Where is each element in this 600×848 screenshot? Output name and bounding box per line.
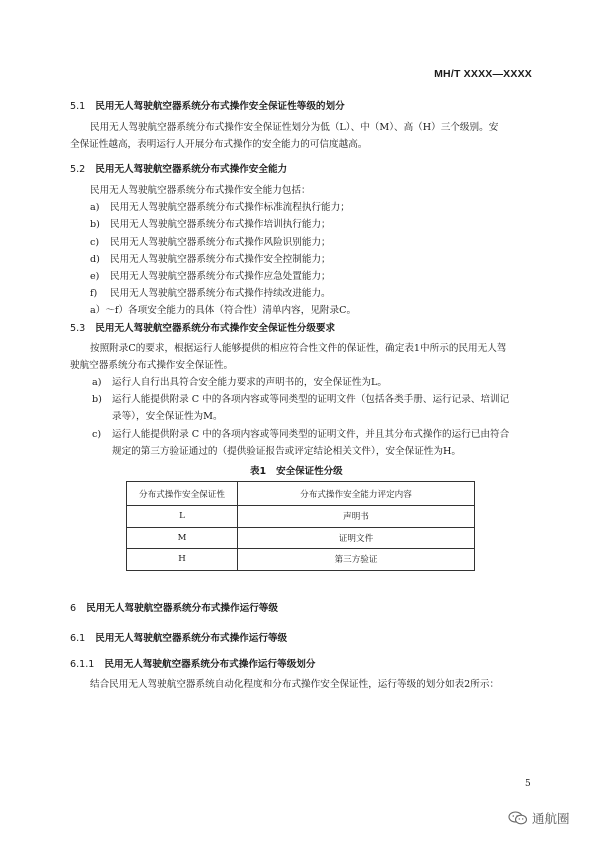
section-5-2-body xyxy=(90,182,356,320)
section-number: 6.1 xyxy=(70,633,86,644)
section-number: 6.1.1 xyxy=(70,659,95,670)
list-item xyxy=(90,251,356,268)
list-item-text: 运行人自行出具符合安全能力要求的声明书的，安全保证性为L。 xyxy=(112,377,387,388)
list-marker: c) xyxy=(90,236,100,248)
table-cell: 第三方验证 xyxy=(238,549,475,571)
section-title: 民用无人驾驶航空器系统分布式操作安全保证性等级的划分 xyxy=(95,101,345,112)
paragraph-line: 按照附录C的要求，根据运行人能够提供的相应符合性文件的保证性，确定表1中所示的民用无人驾 xyxy=(90,343,507,354)
section-5-3-body xyxy=(70,340,506,374)
list-marker: d) xyxy=(90,253,100,265)
list-item-text: 民用无人驾驶航空器系统分布式操作标准流程执行能力； xyxy=(110,202,350,214)
list-item xyxy=(92,391,509,408)
paragraph-line: 民用无人驾驶航空器系统分布式操作安全保证性划分为低（L）、中（M）、高（H）三个级别。安 xyxy=(90,122,499,133)
section-5-3-heading xyxy=(70,320,335,334)
list-item-text: 运行人能提供附录 C 中的各项内容或等同类型的证明文件，并且其分布式操作的运行已由符合 xyxy=(112,428,510,440)
list-item xyxy=(90,285,356,302)
paragraph-line: 全保证性越高，表明运行人开展分布式操作的安全能力的可信度越高。 xyxy=(70,139,368,150)
watermark-text: 通航圈 xyxy=(532,811,570,826)
section-title: 民用无人驾驶航空器系统分布式操作运行等级划分 xyxy=(104,659,316,670)
table-cell: 证明文件 xyxy=(238,527,475,549)
paragraph-line: a）～f）各项安全能力的具体（符合性）清单内容，见附录C。 xyxy=(90,305,357,317)
table-header-row xyxy=(127,482,475,506)
list-item-text: 民用无人驾驶航空器系统分布式操作持续改进能力。 xyxy=(110,288,331,300)
list-item xyxy=(90,199,356,216)
section-5-3-list xyxy=(92,374,509,460)
table-cell: L xyxy=(127,506,238,528)
paragraph-line: 驶航空器系统分布式操作安全保证性。 xyxy=(70,360,234,371)
table-row xyxy=(127,506,475,528)
list-item xyxy=(90,234,356,251)
page-number: 5 xyxy=(525,779,531,789)
section-5-2-heading xyxy=(70,161,287,175)
watermark xyxy=(508,809,570,827)
list-item-text: 运行人能提供附录 C 中的各项内容或等同类型的证明文件（包括各类手册、运行记录、培训记 xyxy=(112,394,510,406)
list-marker: e) xyxy=(90,271,100,283)
section-title: 民用无人驾驶航空器系统分布式操作安全保证性分级要求 xyxy=(95,323,336,334)
list-marker: a) xyxy=(90,202,100,214)
list-marker: f) xyxy=(90,288,98,300)
table-row xyxy=(127,549,475,571)
section-6-1-heading xyxy=(70,630,287,644)
table-cell: H xyxy=(127,549,238,571)
wechat-icon xyxy=(508,811,528,825)
list-marker: b) xyxy=(92,394,102,406)
section-number: 6 xyxy=(70,603,77,614)
section-6-1-1-heading xyxy=(70,656,315,670)
paragraph-line: 民用无人驾驶航空器系统分布式操作安全能力包括： xyxy=(90,185,311,196)
section-6-1-1-body: 结合民用无人驾驶航空器系统自动化程度和分布式操作安全保证性，运行等级的划分如表2所示： xyxy=(90,679,500,690)
table-row xyxy=(127,527,475,549)
list-marker: c) xyxy=(92,428,102,440)
list-item xyxy=(92,374,509,391)
table-title: 安全保证性分级 xyxy=(276,466,343,477)
table-cell: M xyxy=(127,527,238,549)
table-header-cell: 分布式操作安全保证性 xyxy=(127,482,238,506)
section-5-1-heading xyxy=(70,98,345,112)
list-item-text: 民用无人驾驶航空器系统分布式操作培训执行能力； xyxy=(110,219,331,231)
document-code: MH/T XXXX—XXXX xyxy=(434,68,532,80)
list-item-continuation: 规定的第三方验证通过的（提供验证报告或评定结论相关文件），安全保证性为H。 xyxy=(112,445,461,457)
section-number: 5.1 xyxy=(70,101,86,112)
section-5-1-body xyxy=(70,119,498,153)
section-title: 民用无人驾驶航空器系统分布式操作运行等级 xyxy=(95,633,288,644)
table-number: 表1 xyxy=(250,466,267,477)
section-6-heading xyxy=(70,600,278,614)
table-cell: 声明书 xyxy=(238,506,475,528)
section-number: 5.3 xyxy=(70,323,86,334)
table-header-cell: 分布式操作安全能力评定内容 xyxy=(238,482,475,506)
list-item-text: 民用无人驾驶航空器系统分布式操作应急处置能力； xyxy=(110,271,331,283)
list-item xyxy=(92,426,509,443)
list-item-continuation: 录等），安全保证性为M。 xyxy=(112,411,223,423)
section-title: 民用无人驾驶航空器系统分布式操作安全能力 xyxy=(95,164,288,175)
list-item-text: 民用无人驾驶航空器系统分布式操作安全控制能力； xyxy=(110,253,331,265)
list-marker: a) xyxy=(92,377,102,388)
list-item xyxy=(90,216,356,233)
section-title: 民用无人驾驶航空器系统分布式操作运行等级 xyxy=(86,603,278,614)
list-marker: b) xyxy=(90,219,100,231)
list-item-text: 民用无人驾驶航空器系统分布式操作风险识别能力； xyxy=(110,236,331,248)
list-item xyxy=(90,268,356,285)
section-number: 5.2 xyxy=(70,164,86,175)
assurance-level-table xyxy=(126,481,475,571)
table-caption xyxy=(250,463,343,477)
